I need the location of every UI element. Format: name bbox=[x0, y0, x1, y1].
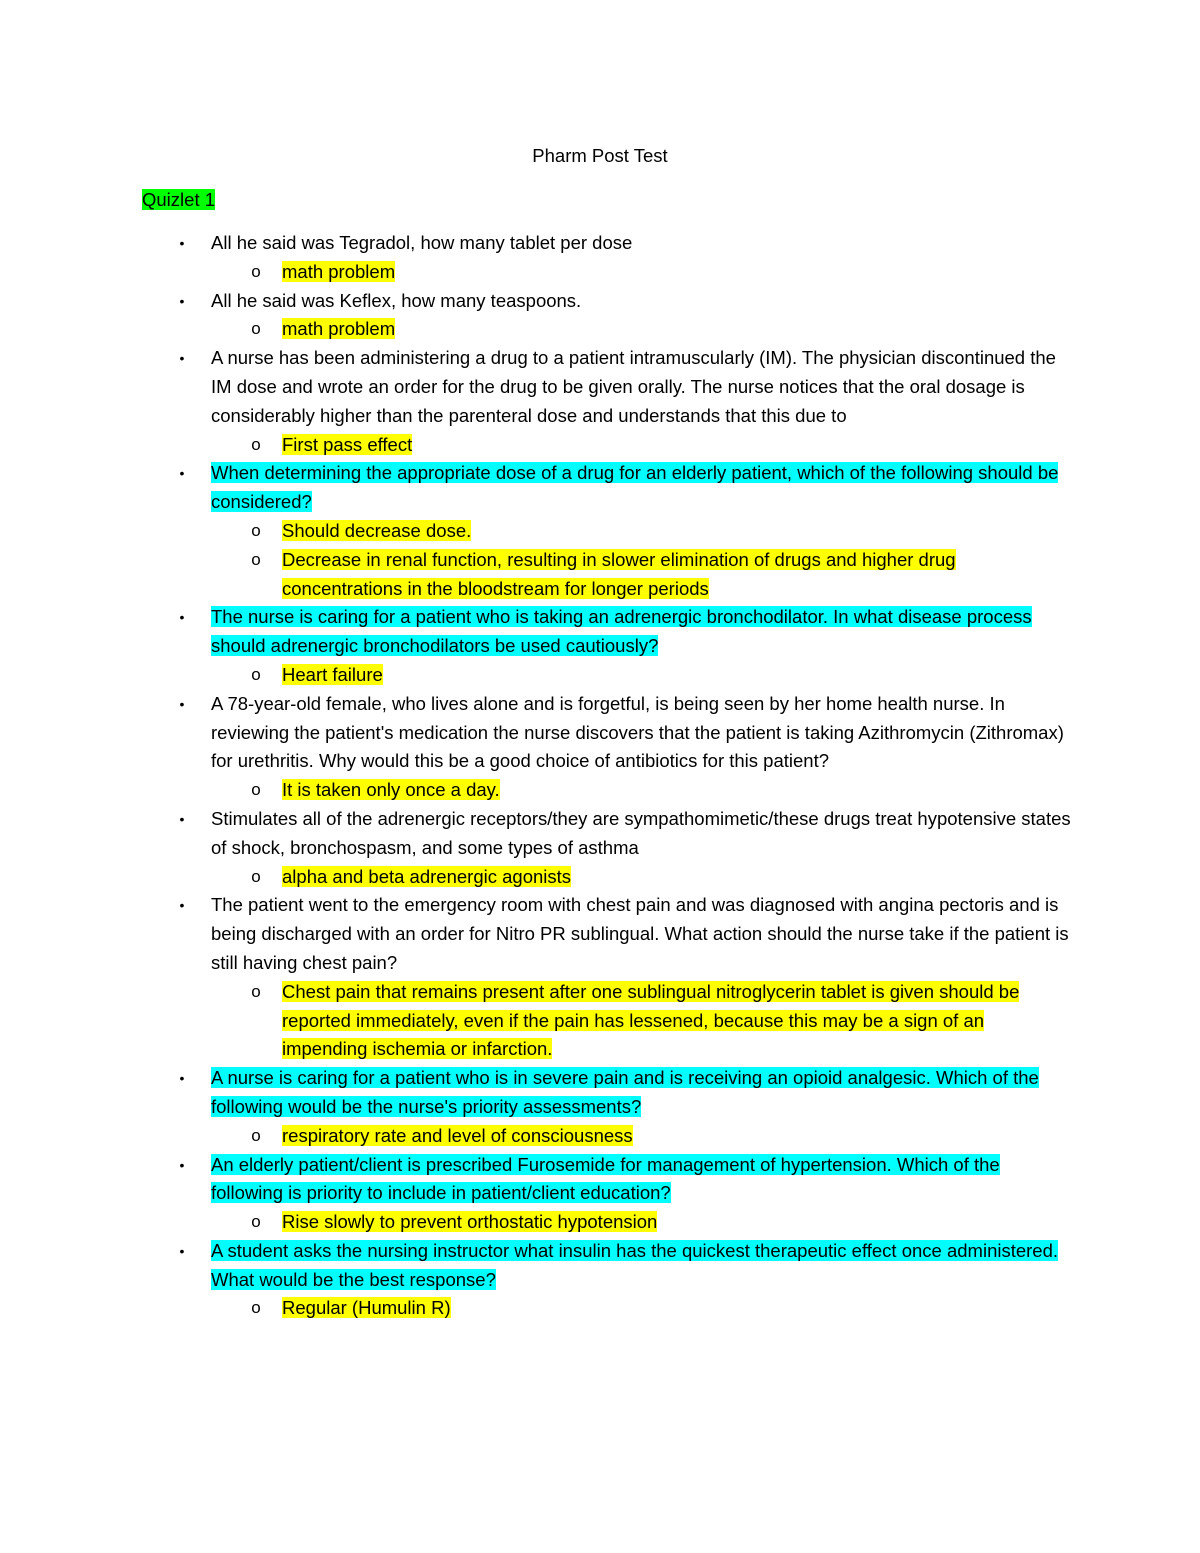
sub-bullet-icon: o bbox=[251, 319, 261, 339]
sub-bullet-icon: o bbox=[251, 549, 261, 569]
answer-text: Chest pain that remains present after one sublingual nitroglycerin tablet is given should be reported immediately, even if the pain has lessened, because this may be a sign of an impending ischemia or infarction. bbox=[282, 980, 1020, 1060]
question-text: When determining the appropriate dose of a drug for an elderly patient, which of the following should be considered? bbox=[211, 462, 1059, 513]
answer-text: Decrease in renal function, resulting in slower elimination of drugs and higher drug concentrations in the bloodstream for longer periods bbox=[282, 548, 956, 599]
answer-text: First pass effect bbox=[282, 433, 413, 455]
question-item bbox=[179, 1237, 1071, 1295]
answer-text: respiratory rate and level of consciousness bbox=[282, 1124, 633, 1146]
question-text: A nurse has been administering a drug to a patient intramuscularly (IM). The physician discontinued the IM dose and wrote an order for the drug to be given orally. The nurse notices that the oral dosage is considerably higher than the parenteral dose and understands that this due to bbox=[211, 347, 1056, 426]
answer-text: math problem bbox=[282, 260, 396, 282]
bullet-icon: • bbox=[179, 292, 185, 309]
page-title: Pharm Post Test bbox=[532, 145, 668, 166]
answer-item bbox=[251, 546, 1072, 604]
answer-item bbox=[251, 978, 1072, 1064]
bullet-icon: • bbox=[179, 609, 185, 626]
question-text: A nurse is caring for a patient who is in severe pain and is receiving an opioid analgesic. Which of the following would be the nurse's priority assessments? bbox=[211, 1067, 1039, 1117]
sub-bullet-icon: o bbox=[251, 664, 261, 684]
section-label: Quizlet 1 bbox=[142, 189, 216, 210]
bullet-icon: • bbox=[179, 235, 185, 251]
question-item bbox=[179, 1151, 1071, 1209]
answer-item bbox=[251, 431, 1072, 460]
sub-bullet-icon: o bbox=[251, 434, 261, 454]
question-item bbox=[179, 690, 1071, 776]
answer-text: It is taken only once a day. bbox=[282, 779, 500, 801]
answer-item bbox=[251, 776, 1072, 805]
answer-text: alpha and beta adrenergic agonists bbox=[282, 865, 572, 887]
question-item bbox=[179, 1064, 1071, 1122]
question-text: The patient went to the emergency room with chest pain and was diagnosed with angina pectoris and is being discharged with an order for Nitro PR sublingual. What action should the nurse take if the patient is still having chest pain? bbox=[211, 894, 1069, 973]
question-text: The nurse is caring for a patient who is taking an adrenergic bronchodilator. In what disease process should adrenergic bronchodilators be used cautiously? bbox=[211, 606, 1032, 657]
question-item bbox=[179, 891, 1071, 977]
question-text: All he said was Tegradol, how many tablet per dose bbox=[211, 232, 633, 253]
sub-bullet-icon: o bbox=[251, 520, 261, 540]
answer-item bbox=[251, 315, 1072, 344]
question-item bbox=[179, 603, 1071, 661]
question-list bbox=[0, 229, 1200, 1323]
bullet-icon: • bbox=[179, 465, 185, 482]
answer-text: math problem bbox=[282, 318, 396, 340]
bullet-icon: • bbox=[179, 1070, 185, 1087]
question-text: A student asks the nursing instructor what insulin has the quickest therapeutic effect once administered. What would be the best response? bbox=[211, 1239, 1059, 1290]
sub-bullet-icon: o bbox=[251, 1298, 261, 1318]
sub-bullet-icon: o bbox=[251, 261, 261, 281]
answer-item bbox=[251, 1294, 1072, 1323]
bullet-icon: • bbox=[179, 695, 185, 712]
question-item bbox=[179, 344, 1071, 430]
question-text: Stimulates all of the adrenergic receptors/they are sympathomimetic/these drugs treat hypotensive states of shock, bronchospasm, and some types of asthma bbox=[211, 807, 1071, 858]
section-heading bbox=[142, 187, 215, 213]
answer-item bbox=[251, 863, 1072, 892]
sub-bullet-icon: o bbox=[251, 981, 261, 1001]
question-item bbox=[179, 459, 1071, 517]
answer-item bbox=[251, 517, 1072, 546]
question-text: An elderly patient/client is prescribed Furosemide for management of hypertension. Which of the following is priority to include in patient/client education? bbox=[211, 1153, 1000, 1204]
answer-text: Rise slowly to prevent orthostatic hypotension bbox=[282, 1211, 658, 1233]
answer-text: Heart failure bbox=[282, 663, 383, 685]
answer-item bbox=[251, 661, 1072, 690]
sub-bullet-icon: o bbox=[251, 1212, 261, 1232]
question-item bbox=[179, 287, 1071, 316]
answer-item bbox=[251, 1122, 1072, 1151]
question-item bbox=[179, 805, 1071, 863]
sub-bullet-icon: o bbox=[251, 1125, 261, 1145]
question-text: A 78-year-old female, who lives alone and is forgetful, is being seen by her home health nurse. In reviewing the patient's medication the nurse discovers that the patient is taking Azithromycin (Zithromax) for urethritis. Why would this be a good choice of antibiotics for this patient? bbox=[211, 692, 1064, 772]
bullet-icon: • bbox=[179, 810, 185, 827]
question-item bbox=[179, 229, 1071, 258]
sub-bullet-icon: o bbox=[251, 866, 261, 886]
bullet-icon: • bbox=[179, 897, 185, 914]
answer-item bbox=[251, 1208, 1072, 1237]
bullet-icon: • bbox=[179, 1156, 185, 1173]
sub-bullet-icon: o bbox=[251, 780, 261, 800]
question-text: All he said was Keflex, how many teaspoons. bbox=[211, 289, 582, 311]
answer-text: Regular (Humulin R) bbox=[282, 1297, 451, 1319]
bullet-icon: • bbox=[179, 350, 185, 367]
answer-item bbox=[251, 258, 1072, 287]
answer-text: Should decrease dose. bbox=[282, 519, 472, 541]
bullet-icon: • bbox=[179, 1242, 185, 1259]
